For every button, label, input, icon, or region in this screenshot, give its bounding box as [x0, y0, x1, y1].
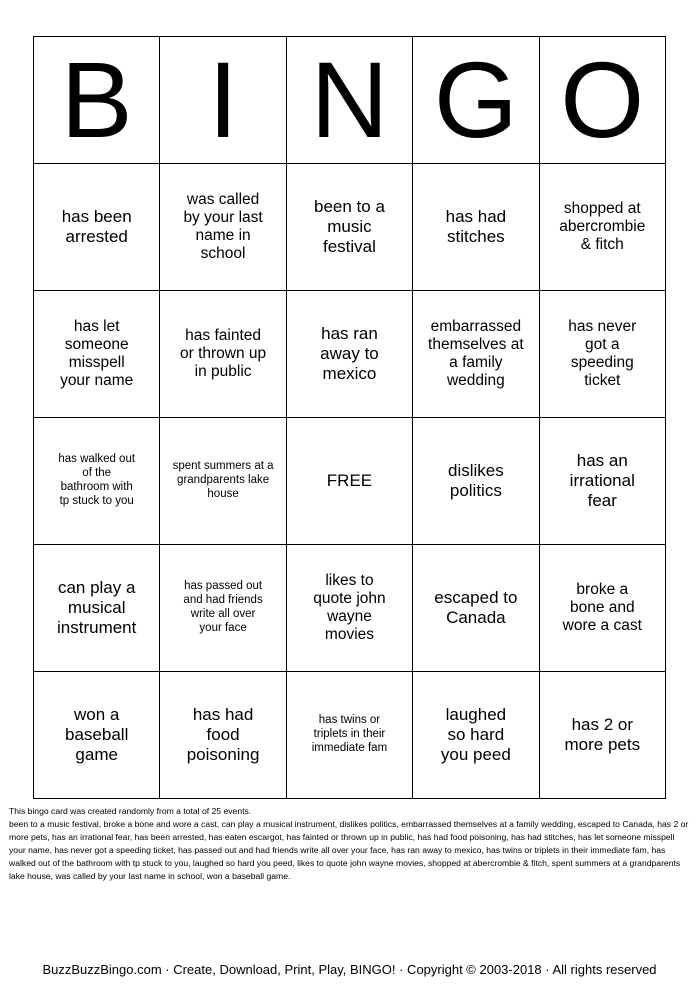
bingo-cell [539, 672, 665, 799]
bingo-header-row [34, 37, 666, 164]
bingo-cell-text: broke a bone and wore a cast [562, 580, 642, 635]
bingo-cell [160, 545, 286, 672]
bingo-cell-text: won a baseball game [65, 705, 129, 764]
bingo-cell-text: was called by your last name in school [183, 190, 263, 263]
bingo-cell [286, 291, 412, 418]
card-info-summary: This bingo card was created randomly from a total of 25 events. [9, 806, 252, 816]
header-letter-b: B [34, 37, 160, 164]
bingo-cell [160, 164, 286, 291]
bingo-row [34, 291, 666, 418]
bingo-cell [413, 545, 539, 672]
bingo-cell-text: embarrassed themselves at a family wedding [428, 317, 524, 390]
bingo-cell-text: can play a musical instrument [57, 578, 137, 637]
bingo-grid [34, 164, 666, 799]
free-space-cell [286, 418, 412, 545]
header-letter-g: G [413, 37, 539, 164]
bingo-cell [34, 291, 160, 418]
bingo-cell [34, 418, 160, 545]
bingo-cell [413, 164, 539, 291]
bingo-row [34, 164, 666, 291]
card-info [9, 805, 693, 884]
bingo-cell-text: FREE [326, 471, 373, 491]
bingo-cell [413, 418, 539, 545]
bingo-row [34, 545, 666, 672]
bingo-cell [34, 672, 160, 799]
bingo-cell-text: has never got a speeding ticket [568, 317, 637, 390]
bingo-cell [413, 291, 539, 418]
bingo-cell-text: has had food poisoning [186, 705, 260, 764]
bingo-cell-text: has fainted or thrown up in public [179, 326, 267, 381]
bingo-card [33, 36, 666, 799]
bingo-cell-text: been to a music festival [314, 197, 385, 256]
bingo-cell-text: likes to quote john wayne movies [313, 571, 386, 644]
bingo-cell-text: has been arrested [61, 207, 132, 246]
bingo-cell-text: escaped to Canada [434, 588, 518, 627]
bingo-cell-text: laughed so hard you peed [440, 705, 511, 764]
bingo-row [34, 418, 666, 545]
bingo-cell-text: shopped at abercrombie & fitch [559, 199, 646, 254]
bingo-cell-text: has twins or triplets in their immediate fam [311, 714, 388, 754]
bingo-cell-text: has let someone misspell your name [60, 317, 134, 390]
bingo-cell [286, 672, 412, 799]
bingo-cell-text: has 2 or more pets [564, 715, 641, 754]
bingo-cell [160, 672, 286, 799]
bingo-cell [539, 291, 665, 418]
page-footer: BuzzBuzzBingo.com · Create, Download, Print, Play, BINGO! · Copyright © 2003-2018 · All rights reserved [42, 962, 657, 977]
header-letter-o: O [539, 37, 665, 164]
bingo-cell-text: spent summers at a grandparents lake house [172, 460, 274, 500]
bingo-cell-text: has an irrational fear [569, 451, 635, 510]
bingo-cell [160, 418, 286, 545]
bingo-cell-text: has ran away to mexico [320, 324, 379, 383]
bingo-cell [34, 545, 160, 672]
bingo-cell [34, 164, 160, 291]
bingo-cell [539, 164, 665, 291]
bingo-cell [539, 545, 665, 672]
bingo-cell-text: has had stitches [445, 207, 507, 246]
header-letter-n: N [286, 37, 412, 164]
header-letter-i: I [160, 37, 286, 164]
bingo-cell [539, 418, 665, 545]
bingo-cell [413, 672, 539, 799]
bingo-cell [286, 164, 412, 291]
bingo-cell [286, 545, 412, 672]
card-info-events: been to a music festival, broke a bone and wore a cast, can play a musical instrument, dislikes politics, embarrassed themselves at a family wedding, escaped to Canada, has 2 or more pets, has an irrational fear, has been arrested, has eaten escargot, has fainted or thrown up in public, has had food poisoning, has had stitches, has let someone misspell your name, has never got a speeding ticket, has passed out and had friends write all over your face, has ran away to mexico, has twins or triplets in their immediate fam, has walked out of the bathroom with tp stuck to you, laughed so hard you peed, likes to quote john wayne movies, shopped at abercrombie & fitch, spent summers at a grandparents lake house, was called by your last name in school, won a baseball game. [9, 819, 689, 882]
bingo-row [34, 672, 666, 799]
bingo-cell [160, 291, 286, 418]
bingo-cell-text: has walked out of the bathroom with tp stuck to you [58, 453, 136, 507]
bingo-cell-text: dislikes politics [447, 461, 504, 500]
bingo-cell-text: has passed out and had friends write all over your face [183, 580, 263, 634]
